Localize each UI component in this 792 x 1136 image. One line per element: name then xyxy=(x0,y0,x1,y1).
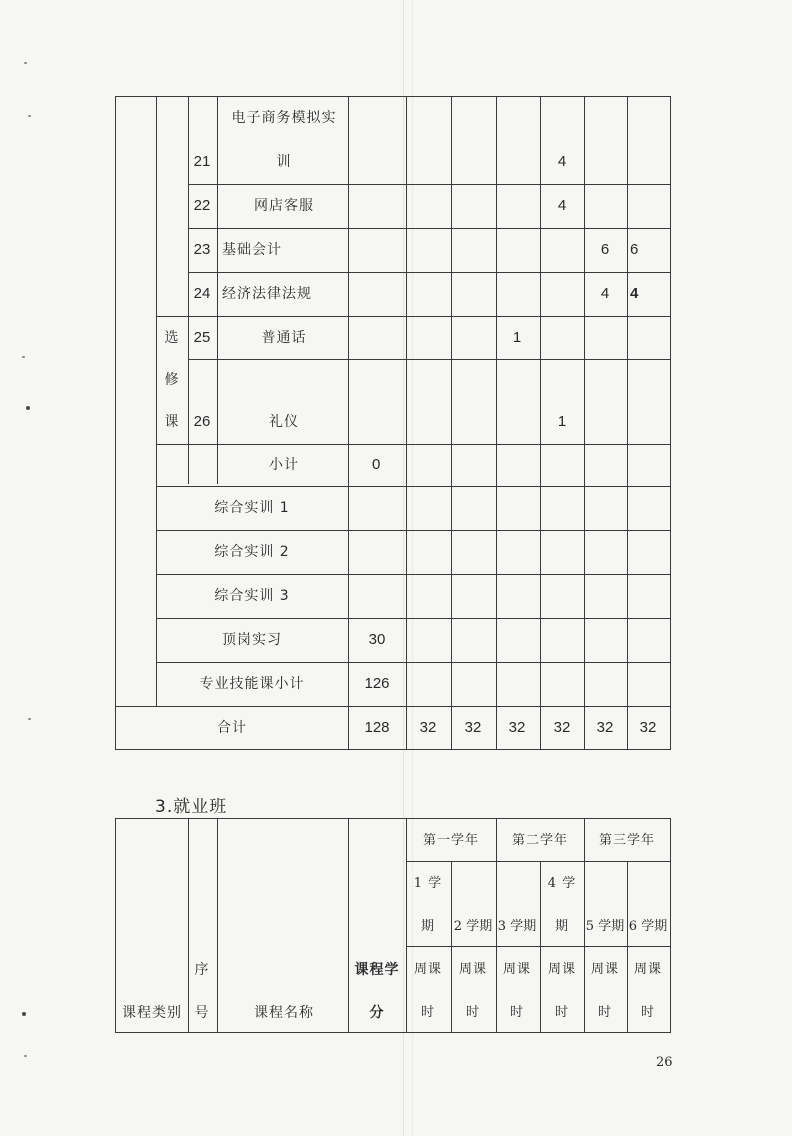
semester1-header-line2: 期 xyxy=(420,919,436,934)
scan-speck xyxy=(24,62,27,64)
weekly-hours-label-s6-line2: 时 xyxy=(640,1005,656,1020)
row24-semester6-hours: 4 xyxy=(630,285,639,302)
row22-course-name: 网店客服 xyxy=(254,198,314,214)
row21-course-name-line2: 训 xyxy=(276,154,292,170)
row21-semester4-hours: 4 xyxy=(557,153,567,170)
row22-number: 22 xyxy=(193,197,211,214)
section-title: 3.就业班 xyxy=(155,797,228,817)
row24-number: 24 xyxy=(193,285,211,302)
semester6-header: 6 学期 xyxy=(628,919,668,934)
serial-number-header-line1: 序 xyxy=(194,962,210,978)
internship-credit: 30 xyxy=(368,631,386,648)
scan-speck xyxy=(22,356,25,358)
row26-course-name: 礼仪 xyxy=(269,414,299,430)
weekly-hours-label-s4-line2: 时 xyxy=(554,1005,570,1020)
semester3-header: 3 学期 xyxy=(497,919,537,934)
grand-total-semester5: 32 xyxy=(596,719,614,736)
paper-fold-line xyxy=(403,0,404,1136)
grand-total-credit: 128 xyxy=(364,719,390,736)
row25-course-name: 普通话 xyxy=(261,330,307,346)
weekly-hours-label-s1-line2: 时 xyxy=(420,1005,436,1020)
page-number: 26 xyxy=(656,1055,673,1070)
semester4-header-line1: 4 学 xyxy=(547,876,577,891)
weekly-hours-label-s1-line1: 周课 xyxy=(413,962,443,977)
elective-subtotal-credit: 0 xyxy=(372,456,381,473)
row23-number: 23 xyxy=(193,241,211,258)
scan-speck xyxy=(28,115,31,117)
comprehensive-practice-2: 综合实训 2 xyxy=(214,544,290,560)
row26-semester4-hours: 1 xyxy=(557,413,567,430)
elective-label-char2: 修 xyxy=(164,372,180,388)
weekly-hours-label-s2-line1: 周课 xyxy=(458,962,488,977)
course-name-header: 课程名称 xyxy=(254,1005,314,1021)
credit-header-line2: 分 xyxy=(369,1005,385,1021)
year-header-2: 第二学年 xyxy=(511,833,569,848)
comprehensive-practice-3: 综合实训 3 xyxy=(214,588,290,604)
scan-speck xyxy=(24,1055,27,1057)
weekly-hours-label-s4-line1: 周课 xyxy=(547,962,577,977)
row21-number: 21 xyxy=(193,153,211,170)
row22-semester4-hours: 4 xyxy=(557,197,567,214)
elective-label-char3: 课 xyxy=(164,414,180,430)
weekly-hours-label-s3-line1: 周课 xyxy=(502,962,532,977)
row24-semester5-hours: 4 xyxy=(600,285,610,302)
semester2-header: 2 学期 xyxy=(453,919,493,934)
skill-courses-subtotal-credit: 126 xyxy=(364,675,390,692)
grand-total-semester4: 32 xyxy=(553,719,571,736)
row25-semester3-hours: 1 xyxy=(512,329,522,346)
semester5-header: 5 学期 xyxy=(585,919,625,934)
scan-speck xyxy=(26,406,30,410)
grand-total-semester3: 32 xyxy=(508,719,526,736)
serial-number-header-line2: 号 xyxy=(194,1005,210,1021)
grand-total-semester6: 32 xyxy=(639,719,657,736)
credit-header-line1: 课程学 xyxy=(354,962,400,978)
scan-speck xyxy=(28,718,31,720)
comprehensive-practice-1: 综合实训 1 xyxy=(214,500,290,516)
row23-course-name: 基础会计 xyxy=(222,242,282,258)
weekly-hours-label-s5-line1: 周课 xyxy=(590,962,620,977)
grand-total-semester2: 32 xyxy=(464,719,482,736)
elective-subtotal-label: 小计 xyxy=(269,457,299,473)
grand-total-semester1: 32 xyxy=(419,719,437,736)
semester4-header-line2: 期 xyxy=(554,919,570,934)
scan-speck xyxy=(22,1012,26,1016)
row21-course-name-line1: 电子商务模拟实 xyxy=(231,110,337,126)
year-header-1: 第一学年 xyxy=(422,833,480,848)
elective-label-char1: 选 xyxy=(164,330,180,346)
course-category-header: 课程类别 xyxy=(122,1005,182,1021)
row26-number: 26 xyxy=(193,413,211,430)
weekly-hours-label-s5-line2: 时 xyxy=(597,1005,613,1020)
weekly-hours-label-s3-line2: 时 xyxy=(509,1005,525,1020)
skill-courses-subtotal-label: 专业技能课小计 xyxy=(199,676,305,692)
row25-number: 25 xyxy=(193,329,211,346)
paper-fold-shadow xyxy=(412,0,413,1136)
grand-total-label: 合计 xyxy=(217,720,247,736)
year-header-3: 第三学年 xyxy=(598,833,656,848)
internship-label: 顶岗实习 xyxy=(222,632,282,648)
row24-course-name: 经济法律法规 xyxy=(222,286,312,302)
row23-semester6-hours: 6 xyxy=(630,241,639,258)
row23-semester5-hours: 6 xyxy=(600,241,610,258)
weekly-hours-label-s2-line2: 时 xyxy=(465,1005,481,1020)
semester1-header-line1: 1 学 xyxy=(413,876,443,891)
weekly-hours-label-s6-line1: 周课 xyxy=(633,962,663,977)
